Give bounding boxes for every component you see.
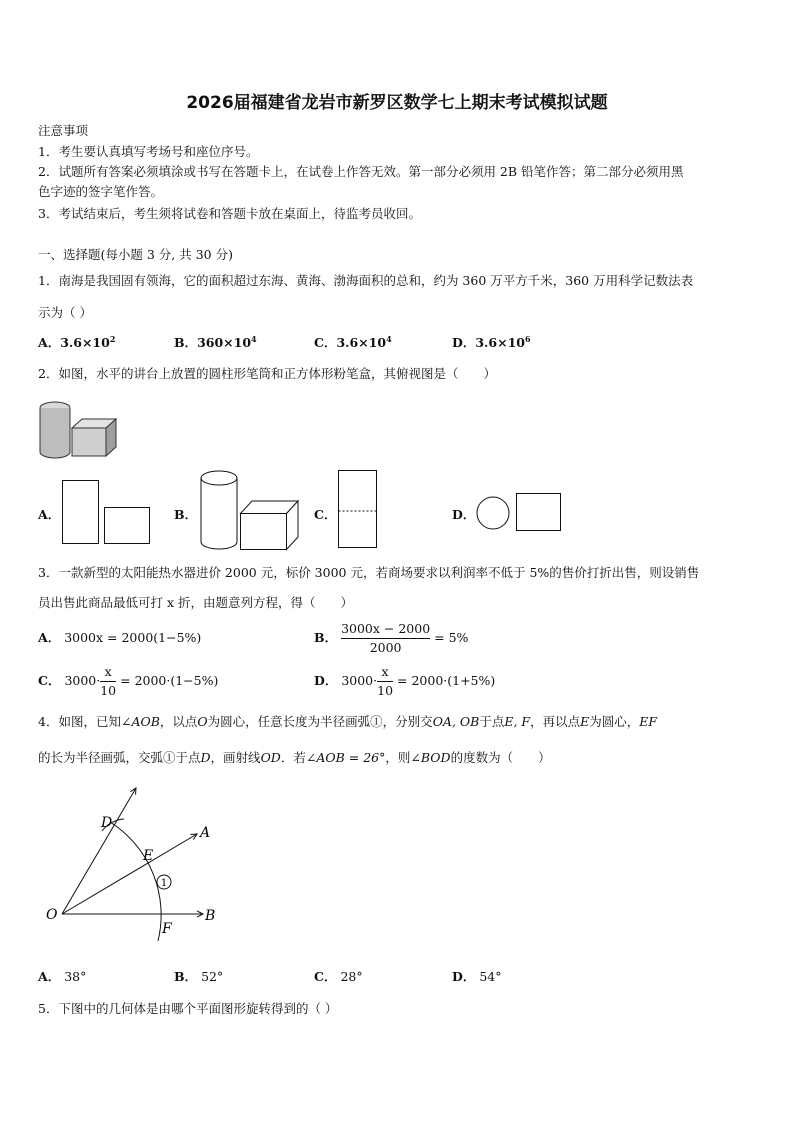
q3-option-c: C． 3000· $\frac{x}{10}$ = 2000·(1−5%) (38, 664, 219, 698)
q4-angle-figure (40, 785, 230, 945)
q2-option-b-figure (200, 470, 302, 552)
q1-stem: 1．南海是我国固有领海，它的面积超过东海、黄海、渤海面积的总和，约为 360 万平方千米，360 万用科学记数法表 (38, 273, 694, 288)
q2-option-a-figure (62, 480, 152, 546)
q4-option-b: B． 52° (174, 969, 224, 984)
q3-option-b: B． $\frac{3000x - 2000}{2000}$ = 5% (314, 621, 469, 655)
section-heading: 一、选择题(每小题 3 分, 共 30 分) (38, 247, 233, 262)
notice-item-1: 1．考生要认真填写考场号和座位序号。 (38, 144, 259, 159)
q3-option-d: D． 3000· $\frac{x}{10}$ = 2000·(1+5%) (314, 664, 496, 698)
q4-option-d: D． 54° (452, 969, 502, 984)
q1-stem-cont: 示为（ ） (38, 305, 92, 320)
point-a-label: A (200, 825, 211, 841)
arc-1-label: 1 (160, 878, 168, 889)
q2-option-d-label: D． (452, 507, 476, 522)
q2-option-c-label: C． (314, 507, 337, 522)
q5-stem: 5．下图中的几何体是由哪个平面图形旋转得到的（ ） (38, 1001, 338, 1016)
q4-stem-cont: 的长为半径画弧，交弧①于点D，画射线OD．若∠AOB = 26°，则∠BOD的度数为（ ） (38, 750, 551, 765)
q3-option-a: A． 3000x = 2000(1−5%) (38, 630, 202, 645)
notice-item-2: 2．试题所有答案必须填涂或书写在答题卡上，在试卷上作答无效。第一部分必须用 2B 铅笔作答；第二部分必须用黑 (38, 164, 684, 179)
point-d-label: D (101, 815, 113, 831)
q1-option-a: A．$3.6\times 10^2$ (38, 333, 116, 350)
point-b-label: B (205, 908, 216, 924)
q3-stem-cont: 员出售此商品最低可打 x 折，由题意列方程，得（ ） (38, 595, 353, 610)
point-o-label: O (46, 907, 58, 923)
q4-option-a: A． 38° (38, 969, 87, 984)
notice-heading: 注意事项 (38, 123, 89, 138)
q1-option-c: C．$3.6\times 10^4$ (314, 333, 392, 350)
q4-option-c: C． 28° (314, 969, 363, 984)
notice-item-2-cont: 色字迹的签字笔作答。 (38, 184, 164, 199)
notice-item-3: 3．考试结束后，考生须将试卷和答题卡放在桌面上，待监考员收回。 (38, 206, 421, 221)
q1-option-d: D．$3.6\times 10^6$ (452, 333, 531, 350)
q2-option-a-label: A． (38, 507, 61, 522)
q2-figure-cylinder-and-cube (36, 398, 126, 462)
point-e-label: E (143, 848, 154, 864)
q3-stem: 3．一款新型的太阳能热水器进价 2000 元，标价 3000 元，若商场要求以利润率不低于 5%的售价打折出售，则设销售 (38, 565, 700, 580)
exam-title: 2026届福建省龙岩市新罗区数学七上期末考试模拟试题 (186, 93, 608, 113)
q2-option-b-label: B． (174, 507, 198, 522)
point-f-label: F (162, 921, 172, 937)
q2-option-d-figure (476, 492, 564, 534)
q2-stem: 2．如图，水平的讲台上放置的圆柱形笔筒和正方体形粉笔盒，其俯视图是（ ） (38, 366, 496, 381)
q4-stem: 4．如图，已知∠AOB，以点O为圆心，任意长度为半径画弧①，分别交OA, OB于点E, F，再以点E为圆心，EF (38, 714, 658, 729)
q1-option-b: B．$360\times 10^4$ (174, 333, 257, 350)
q2-option-c-figure (338, 470, 380, 550)
